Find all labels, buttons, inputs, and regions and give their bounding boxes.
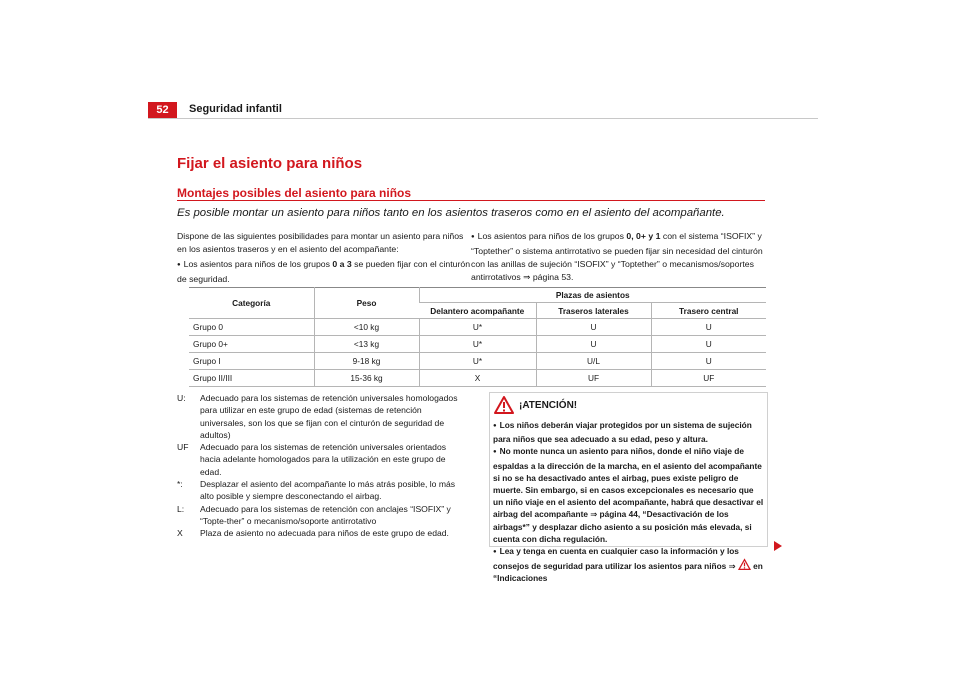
legend-text: Desplazar el asiento del acompañante lo más atrás posible, lo más alto posible y siempre desconectando el airbag. xyxy=(200,479,456,502)
legend-text: Adecuado para los sistemas de retención universales homologados para utilizar en este grupo de edad (sistemas de retención universales, son los que se fijan con el cinturón de seguridad de adultos) xyxy=(200,393,458,440)
header-delantero: Delantero acompañante xyxy=(419,303,536,319)
warning-item: ● Los niños deberán viajar protegidos por un sistema de sujeción para niños que sea adecuado a su edad, peso y altura. xyxy=(493,419,765,445)
cell-peso: 15-36 kg xyxy=(314,370,419,387)
subsection-divider xyxy=(177,200,765,201)
warning-title: ¡ATENCIÓN! xyxy=(519,400,578,411)
header-divider xyxy=(148,118,818,119)
legend-item xyxy=(177,478,467,503)
cell-delantero: X xyxy=(419,370,536,387)
bullet-text: se pueden fijar con el cinturón de seguridad. xyxy=(177,259,471,284)
legend-text: Plaza de asiento no adecuada para niños de este grupo de edad. xyxy=(200,528,449,539)
table-row xyxy=(189,370,766,387)
legend-item xyxy=(177,503,467,528)
warning-item: ● No monte nunca un asiento para niños, donde el niño viaje de espaldas a la dirección de la marcha, en el asiento del acompañante si no se ha desactivado antes el airbag, pues existe peligro de muerte. Sin embargo, si en casos excepcionales es necesario que un niño viaje en el asiento del acompañante, habrá que desactivar el airbag del acompañante ⇒ página 44, “Desactivación de los airbags*” y desplazar dicho asiento a su posición más elevada, si cuenta con dicha regulación. xyxy=(493,445,765,545)
legend-text: Adecuado para los sistemas de retención con anclajes “ISOFIX” y “Topte-ther” o mecanismo/soporte antirrotativo xyxy=(200,503,451,526)
bullet-isofix-fixing xyxy=(471,230,768,284)
bullet-text: con el sistema “ISOFIX” y “Toptether” o sistema antirrotativo se pueden fijar sin necesidad del cinturón con las anillas de sujeción “ISOFIX” y “Toptether” o mecanismos/soportes antirrotativos ⇒ página 53. xyxy=(471,231,763,282)
cell-traseros: U xyxy=(536,336,651,353)
cell-traseros: UF xyxy=(536,370,651,387)
warning-header xyxy=(490,393,767,417)
seat-positions-table xyxy=(189,287,766,387)
cell-categoria: Grupo II/III xyxy=(189,370,314,387)
warning-box xyxy=(489,392,768,584)
header-categoria: Categoría xyxy=(189,288,314,319)
cell-categoria: Grupo 0 xyxy=(189,319,314,336)
table-row xyxy=(189,336,766,353)
cell-delantero: U* xyxy=(419,353,536,370)
legend-text: Adecuado para los sistemas de retención universales orientados hacia adelante homologados para la utilización en este grupo de edad. xyxy=(200,442,447,477)
warning-triangle-icon xyxy=(494,396,514,419)
header-peso: Peso xyxy=(314,288,419,319)
legend-key: U: xyxy=(177,393,186,403)
legend-key: UF xyxy=(177,442,189,453)
table-row xyxy=(189,353,766,370)
cell-traseros: U/L xyxy=(536,353,651,370)
cell-central: U xyxy=(651,336,766,353)
page-title: Fijar el asiento para niños xyxy=(177,155,363,172)
section-title: Seguridad infantil xyxy=(189,103,282,115)
intro-text: Es posible montar un asiento para niños tanto en los asientos traseros como en el asiento del acompañante. xyxy=(177,207,725,219)
legend-key: X xyxy=(177,528,183,539)
cell-peso: <13 kg xyxy=(314,336,419,353)
bullet-bold: 0 a 3 xyxy=(332,259,352,269)
continue-arrow-icon xyxy=(773,538,783,556)
legend-key: L: xyxy=(177,503,185,514)
warning-text: Lea y tenga en cuenta en cualquier caso la información y los consejos de seguridad para utilizar los asientos para niños ⇒ xyxy=(493,546,739,572)
cell-delantero: U* xyxy=(419,336,536,353)
cell-categoria: Grupo I xyxy=(189,353,314,370)
cell-central: U xyxy=(651,319,766,336)
legend-item xyxy=(177,441,467,478)
cell-categoria: Grupo 0+ xyxy=(189,336,314,353)
header-central: Trasero central xyxy=(651,303,766,319)
left-column xyxy=(177,230,472,286)
header-traseros: Traseros laterales xyxy=(536,303,651,319)
legend-item xyxy=(177,527,467,539)
legend-item xyxy=(177,392,467,441)
warning-item xyxy=(493,545,765,585)
header-plazas: Plazas de asientos xyxy=(419,288,766,303)
cell-traseros: U xyxy=(536,319,651,336)
intro-paragraph: Dispone de las siguientes posibilidades para montar un asiento para niños en los asientos traseros y en el asiento del acompañante: xyxy=(177,231,464,254)
subsection-title: Montajes posibles del asiento para niños xyxy=(177,186,412,200)
page-number: 52 xyxy=(148,102,177,118)
bullet-belt-fixing xyxy=(177,258,472,286)
legend-key: *: xyxy=(177,479,183,490)
warning-text: en “Indicaciones xyxy=(493,561,763,584)
warning-body xyxy=(493,419,765,585)
cell-peso: <10 kg xyxy=(314,319,419,336)
cell-peso: 9-18 kg xyxy=(314,353,419,370)
bullet-text: Los asientos para niños de los grupos xyxy=(183,259,333,269)
cell-central: U xyxy=(651,353,766,370)
bullet-bold: 0, 0+ y 1 xyxy=(626,231,661,241)
cell-central: UF xyxy=(651,370,766,387)
cell-delantero: U* xyxy=(419,319,536,336)
table-legend xyxy=(177,392,467,540)
right-column xyxy=(471,230,768,284)
bullet-text: Los asientos para niños de los grupos xyxy=(477,231,627,241)
table-row xyxy=(189,319,766,336)
warning-inline-icon xyxy=(738,561,751,571)
